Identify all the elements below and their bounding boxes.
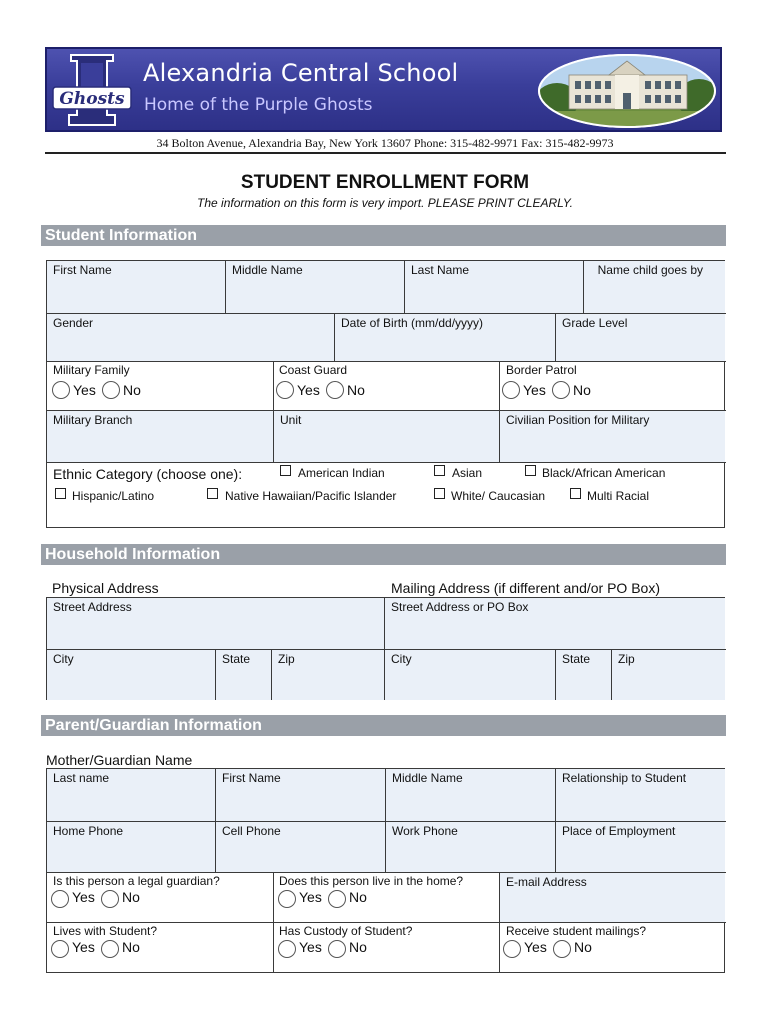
first-name-label: First Name: [53, 263, 112, 277]
divider: [47, 462, 726, 463]
dob-label: Date of Birth (mm/dd/yyyy): [341, 316, 484, 330]
multi-racial-label: Multi Racial: [587, 489, 650, 503]
grade-level-label: Grade Level: [562, 316, 628, 330]
legal-guardian-no-radio[interactable]: [101, 890, 119, 908]
white-caucasian-label: White/ Caucasian: [451, 489, 546, 503]
home-phone-label: Home Phone: [53, 824, 124, 838]
zip-field[interactable]: [272, 650, 384, 700]
radio-yes-label: Yes: [524, 939, 547, 955]
physical-address-label: Physical Address: [52, 580, 159, 596]
dob-field[interactable]: [335, 314, 555, 361]
divider: [555, 313, 556, 361]
unit-field[interactable]: [274, 411, 499, 462]
name-goes-by-field[interactable]: [584, 261, 725, 313]
legal-guardian-yes-radio[interactable]: [51, 890, 69, 908]
radio-no-label: No: [123, 382, 141, 398]
american-indian-label: American Indian: [298, 466, 385, 480]
middle-name-field[interactable]: [226, 261, 404, 313]
school-address: 34 Bolton Avenue, Alexandria Bay, New York 13607 Phone: 315-482-9971 Fax: 315-482-9973: [156, 136, 614, 150]
street-address-field[interactable]: [47, 598, 384, 649]
lives-in-home-label: Does this person live in the home?: [279, 874, 464, 888]
divider: [555, 649, 556, 700]
asian-checkbox[interactable]: [434, 465, 445, 476]
form-subtitle: The information on this form is very import. PLEASE PRINT CLEARLY.: [197, 196, 573, 210]
coast-guard-label: Coast Guard: [279, 363, 348, 377]
white-caucasian-checkbox[interactable]: [434, 488, 445, 499]
middle-name-label: Middle Name: [232, 263, 303, 277]
black-african-american-checkbox[interactable]: [525, 465, 536, 476]
school-name: Alexandria Central School: [143, 59, 459, 87]
cell-phone-field[interactable]: [216, 822, 385, 872]
hispanic-latino-label: Hispanic/Latino: [72, 489, 155, 503]
divider: [273, 410, 274, 462]
divider: [225, 261, 226, 313]
lives-in-home-no-radio[interactable]: [328, 890, 346, 908]
home-phone-field[interactable]: [47, 822, 215, 872]
american-indian-checkbox[interactable]: [280, 465, 291, 476]
coast-guard-yes-radio[interactable]: [276, 381, 294, 399]
divider: [273, 361, 274, 410]
last-name-label: Last Name: [411, 263, 470, 277]
school-building-photo: [537, 53, 717, 128]
last-name-field[interactable]: [405, 261, 583, 313]
guardian-middle-name-field[interactable]: [386, 769, 555, 821]
native-hawaiian-checkbox[interactable]: [207, 488, 218, 499]
guardian-last-name-field[interactable]: [47, 769, 215, 821]
school-logo: [51, 51, 133, 129]
legal-guardian-label: Is this person a legal guardian?: [53, 874, 220, 888]
lives-with-student-yes-radio[interactable]: [51, 940, 69, 958]
section-student-info: Student Information: [41, 225, 726, 246]
has-custody-yes-radio[interactable]: [278, 940, 296, 958]
guardian-first-name-label: First Name: [222, 771, 281, 785]
radio-yes-label: Yes: [299, 939, 322, 955]
civilian-position-field[interactable]: [500, 411, 725, 462]
cell-phone-label: Cell Phone: [222, 824, 281, 838]
guardian-relationship-field[interactable]: [556, 769, 725, 821]
military-branch-field[interactable]: [47, 411, 273, 462]
radio-yes-label: Yes: [299, 889, 322, 905]
native-hawaiian-label: Native Hawaiian/Pacific Islander: [225, 489, 397, 503]
black-african-american-label: Black/African American: [542, 466, 666, 480]
radio-no-label: No: [573, 382, 591, 398]
guardian-box: [46, 768, 725, 973]
divider: [499, 361, 500, 410]
civilian-position-label: Civilian Position for Military: [506, 413, 650, 427]
divider: [47, 922, 726, 923]
guardian-last-name-label: Last name: [53, 771, 110, 785]
radio-yes-label: Yes: [73, 382, 96, 398]
has-custody-no-radio[interactable]: [328, 940, 346, 958]
email-address-field[interactable]: [500, 873, 725, 922]
military-family-label: Military Family: [53, 363, 130, 377]
radio-no-label: No: [347, 382, 365, 398]
household-box: [46, 597, 725, 700]
first-name-field[interactable]: [47, 261, 225, 313]
receive-mailings-label: Receive student mailings?: [506, 924, 647, 938]
section-guardian-info: Parent/Guardian Information: [41, 715, 726, 736]
divider: [611, 649, 612, 700]
radio-yes-label: Yes: [72, 889, 95, 905]
hispanic-latino-checkbox[interactable]: [55, 488, 66, 499]
city-field[interactable]: [47, 650, 215, 700]
state-label: State: [222, 652, 251, 666]
radio-yes-label: Yes: [72, 939, 95, 955]
place-of-employment-label: Place of Employment: [562, 824, 676, 838]
state-field[interactable]: [216, 650, 271, 700]
mailing-city-label: City: [391, 652, 412, 666]
border-patrol-label: Border Patrol: [506, 363, 577, 377]
multi-racial-checkbox[interactable]: [570, 488, 581, 499]
guardian-relationship-label: Relationship to Student: [562, 771, 687, 785]
radio-yes-label: Yes: [297, 382, 320, 398]
logo-text: Ghosts: [59, 89, 125, 109]
work-phone-label: Work Phone: [392, 824, 458, 838]
school-tagline: Home of the Purple Ghosts: [144, 95, 373, 115]
school-banner: [45, 47, 722, 132]
radio-no-label: No: [349, 939, 367, 955]
lives-in-home-yes-radio[interactable]: [278, 890, 296, 908]
receive-mailings-yes-radio[interactable]: [503, 940, 521, 958]
radio-yes-label: Yes: [523, 382, 546, 398]
header-divider: [45, 152, 726, 154]
military-branch-label: Military Branch: [53, 413, 133, 427]
divider: [334, 313, 335, 361]
guardian-middle-name-label: Middle Name: [392, 771, 463, 785]
gender-label: Gender: [53, 316, 94, 330]
radio-no-label: No: [122, 939, 140, 955]
radio-no-label: No: [122, 889, 140, 905]
email-address-label: E-mail Address: [506, 875, 587, 889]
border-patrol-no-radio[interactable]: [552, 381, 570, 399]
place-of-employment-field[interactable]: [556, 822, 725, 872]
coast-guard-no-radio[interactable]: [326, 381, 344, 399]
lives-with-student-label: Lives with Student?: [53, 924, 158, 938]
military-family-no-radio[interactable]: [102, 381, 120, 399]
divider: [404, 261, 405, 313]
radio-no-label: No: [349, 889, 367, 905]
street-address-label: Street Address: [53, 600, 132, 614]
mailing-city-field[interactable]: [385, 650, 555, 700]
mother-guardian-name-label: Mother/Guardian Name: [46, 752, 193, 768]
divider: [583, 261, 584, 313]
grade-level-field[interactable]: [556, 314, 725, 361]
student-info-box: [46, 260, 725, 528]
border-patrol-yes-radio[interactable]: [502, 381, 520, 399]
zip-label: Zip: [278, 652, 295, 666]
divider: [215, 649, 216, 700]
mailing-street-field[interactable]: [385, 598, 725, 649]
lives-with-student-no-radio[interactable]: [101, 940, 119, 958]
mailing-state-field[interactable]: [556, 650, 611, 700]
section-household-info: Household Information: [41, 544, 726, 565]
gender-field[interactable]: [47, 314, 334, 361]
city-label: City: [53, 652, 74, 666]
form-title: STUDENT ENROLLMENT FORM: [240, 172, 530, 193]
name-goes-by-label: Name child goes by: [597, 263, 703, 277]
divider: [499, 410, 500, 462]
guardian-first-name-field[interactable]: [216, 769, 385, 821]
radio-no-label: No: [574, 939, 592, 955]
mailing-zip-label: Zip: [618, 652, 635, 666]
divider: [271, 649, 272, 700]
work-phone-field[interactable]: [386, 822, 555, 872]
divider: [47, 361, 726, 362]
mailing-zip-field[interactable]: [612, 650, 725, 700]
mailing-address-label: Mailing Address (if different and/or PO Box): [391, 580, 660, 596]
has-custody-label: Has Custody of Student?: [279, 924, 413, 938]
receive-mailings-no-radio[interactable]: [553, 940, 571, 958]
asian-label: Asian: [452, 466, 483, 480]
mailing-street-label: Street Address or PO Box: [391, 600, 529, 614]
unit-label: Unit: [280, 413, 302, 427]
military-family-yes-radio[interactable]: [52, 381, 70, 399]
ethnic-category-label: Ethnic Category (choose one):: [53, 466, 243, 482]
mailing-state-label: State: [562, 652, 591, 666]
